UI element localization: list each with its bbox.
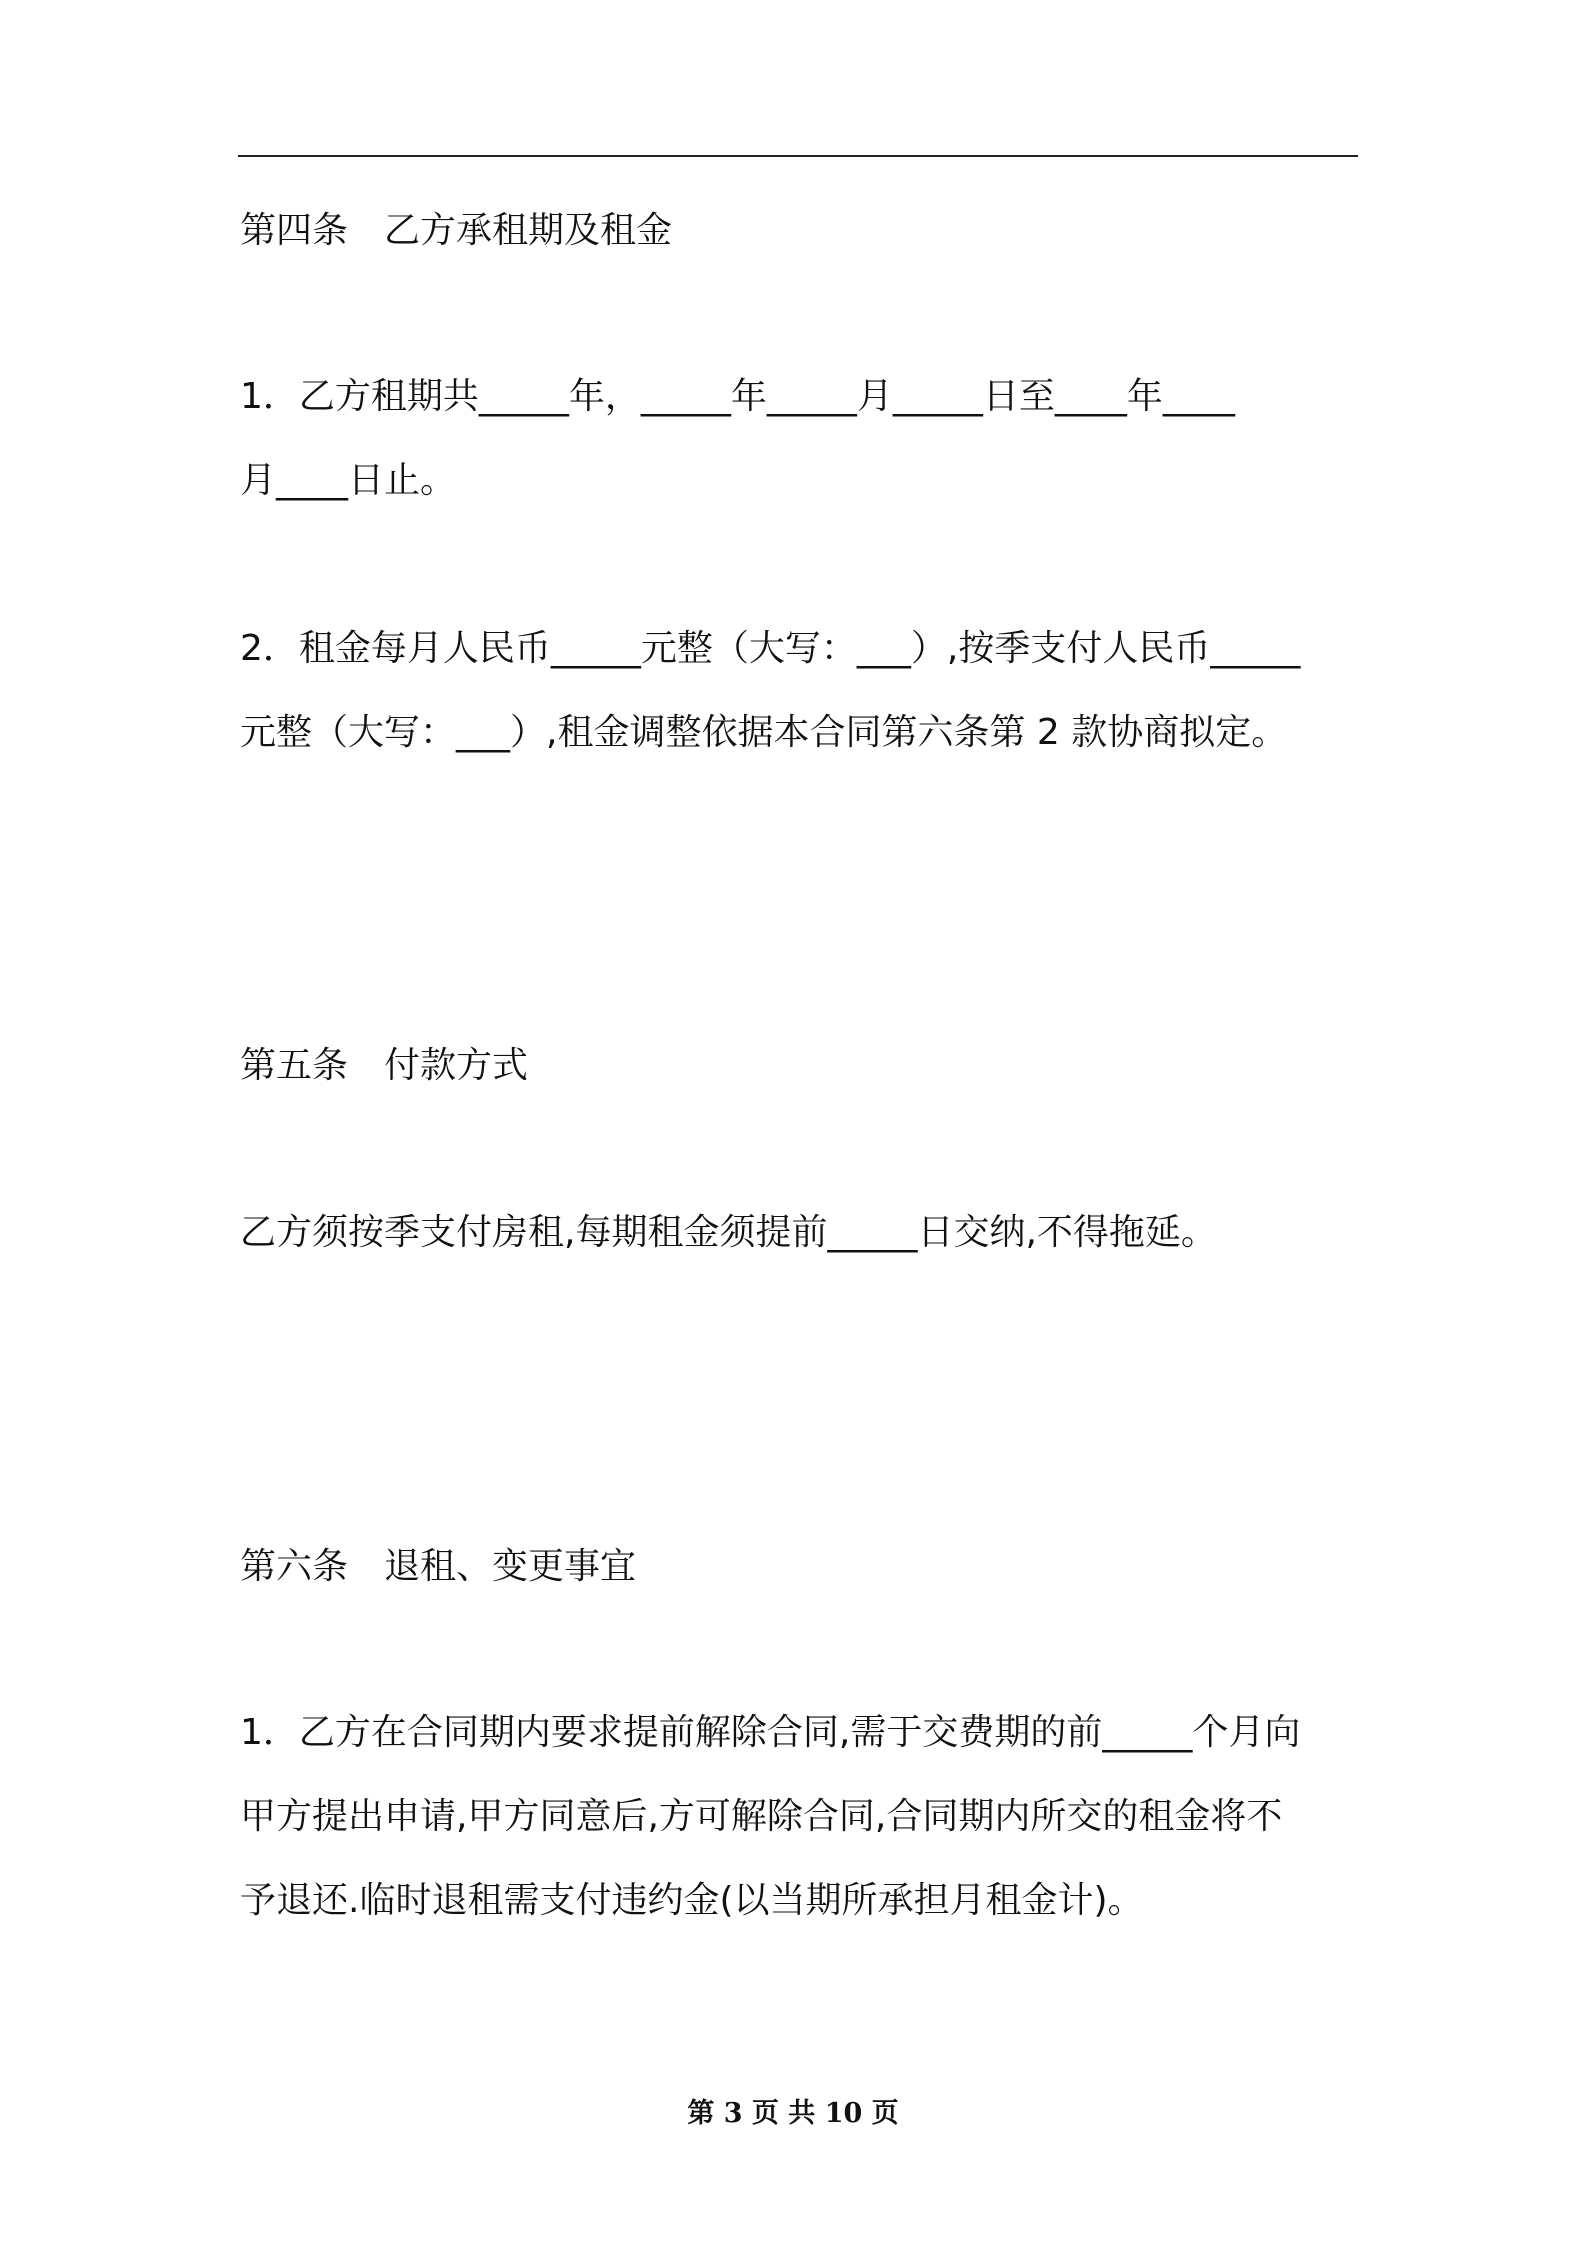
article-6-item-1 [240, 1691, 1360, 1943]
article-6-item-1-line-2: 甲方提出申请,甲方同意后,方可解除合同,合同期内所交的租金将不 [240, 1796, 1283, 1837]
article-4-item-1-line-1: 1．乙方租期共_____年，_____年_____月_____日至____年____ [240, 376, 1235, 417]
article-4-item-1-line-2: 月____日止。 [240, 460, 457, 501]
page-number-footer: 第 3 页 共 10 页 [687, 2098, 899, 2129]
article-6-heading: 第六条 退租、变更事宜 [240, 1546, 637, 1587]
header-rule [238, 155, 1358, 157]
article-4-item-2-line-1: 2．租金每月人民币_____元整（大写：___）,按季支付人民币_____ [240, 628, 1301, 669]
article-5-body [240, 1191, 1360, 1275]
article-4-heading: 第四条 乙方承租期及租金 [240, 210, 673, 251]
article-4-item-2 [240, 607, 1360, 775]
article-6-item-1-line-1: 1．乙方在合同期内要求提前解除合同,需于交费期的前_____个月向 [240, 1712, 1301, 1753]
article-5-heading: 第五条 付款方式 [240, 1045, 529, 1086]
article-6-item-1-line-3: 予退还.临时退租需支付违约金(以当期所承担月租金计)。 [240, 1880, 1144, 1921]
article-4-item-2-line-2: 元整（大写：___）,租金调整依据本合同第六条第 2 款协商拟定。 [240, 712, 1288, 753]
article-5-body-line: 乙方须按季支付房租,每期租金须提前_____日交纳,不得拖延。 [240, 1212, 1217, 1253]
article-4-item-1 [240, 355, 1360, 523]
